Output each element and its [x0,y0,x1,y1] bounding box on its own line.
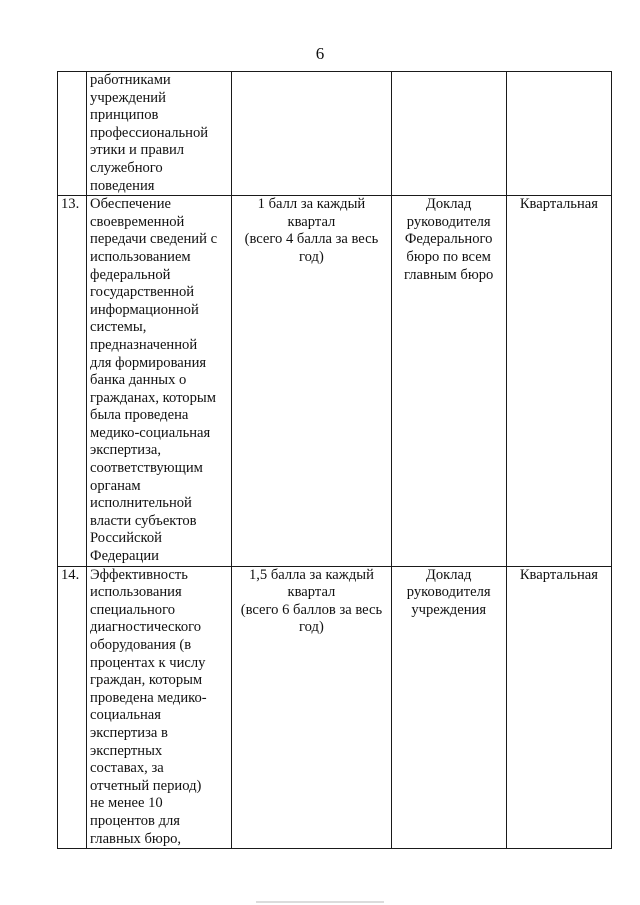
page-number: 6 [315,44,325,63]
period-cell: Квартальная [506,566,611,849]
table-row [58,566,612,849]
period-cell [506,72,611,196]
criteria-table [57,71,612,849]
scan-edge-mark [256,901,384,903]
source-cell [391,72,506,196]
period-cell: Квартальная [506,196,611,566]
source-cell: Доклад руководителя учреждения [391,566,506,849]
table-row [58,72,612,196]
criterion-name-cell: Обеспечение своевременной передачи сведений с использованием федеральной государственной информационной системы, предназначенной для формирования банка данных о гражданах, которым была проведена медико-социальная экспертиза, соответствующим органам исполнительной власти субъектов Российской Федерации [87,196,232,566]
table-row [58,196,612,566]
score-cell [232,72,391,196]
row-number-cell: 14. [58,566,87,849]
row-number-cell [58,72,87,196]
row-number-cell: 13. [58,196,87,566]
criterion-name-cell: работниками учреждений принципов профессиональной этики и правил служебного поведения [87,72,232,196]
score-cell: 1 балл за каждый квартал (всего 4 балла за весь год) [232,196,391,566]
criterion-name-cell: Эффективность использования специального диагностического оборудования (в процентах к числу граждан, которым проведена медико- социальная экспертиза в экспертных составах, за отчетный период) не менее 10 процентов для главных бюро, [87,566,232,849]
source-cell: Доклад руководителя Федерального бюро по всем главным бюро [391,196,506,566]
score-cell: 1,5 балла за каждый квартал (всего 6 баллов за весь год) [232,566,391,849]
